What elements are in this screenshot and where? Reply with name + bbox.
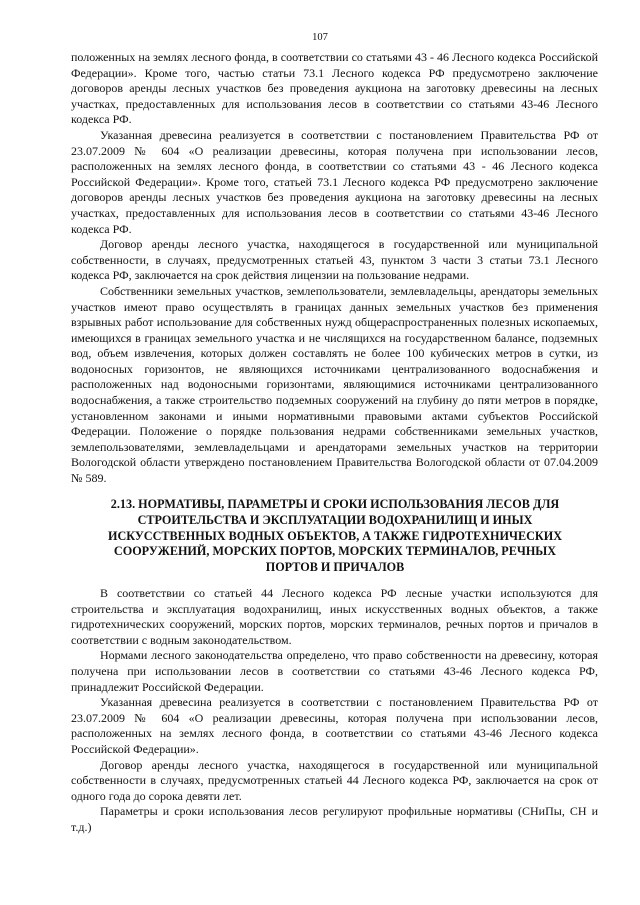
paragraph: Нормами лесного законодательства определено, что право собственности на древесину, которая получена при использовании лесов в соответствии со статьями 43-46 Лесного кодекса РФ, принадлежит Российской Федерации. <box>71 648 598 694</box>
paragraph: Указанная древесина реализуется в соответствии с постановлением Правительства РФ от 23.07.2009 № 604 «О реализации древесины, которая получена при использовании лесов, расположенных на землях лесного фонда, в соответствии со статьями 43-46 Лесного кодекса Российской Федерации». <box>71 695 598 756</box>
paragraph: Параметры и сроки использования лесов регулируют профильные нормативы (СНиПы, СН и т.д.) <box>71 804 598 834</box>
body-text-top <box>71 50 598 487</box>
paragraph: положенных на землях лесного фонда, в соответствии со статьями 43 - 46 Лесного кодекса Российской Федерации». Кроме того, частью статьи 73.1 Лесного кодекса РФ предусмотрено заключение договоров аренды лесных участков без проведения аукциона на заготовку древесины на лесных участках, предоставленных для использования лесов в соответствии со статьями 43-46 Лесного кодекса РФ. <box>71 50 598 127</box>
paragraph: Договор аренды лесного участка, находящегося в государственной или муниципальной собственности, в случаях, предусмотренных статьей 43, пунктом 3 части 3 статьи 73.1 Лесного кодекса РФ, заключается на срок действия лицензии на пользование недрами. <box>71 237 598 283</box>
paragraph: Собственники земельных участков, землепользователи, землевладельцы, арендаторы земельных участков имеют право осуществлять в границах данных земельных участков без применения взрывных работ использование для собственных нужд общераспространенных полезных ископаемых, имеющихся в границах земельного участка и не числящихся на государственном балансе, подземных вод, объем извлечения, которых должен составлять не более 100 кубических метров в сутки, из водоносных горизонтов, не являющихся источниками централизованного водоснабжения и расположенных над водоносными горизонтами, являющимися источниками централизованного водоснабжения, а также строительство подземных сооружений на глубину до пяти метров в порядке, установленном законами и иными нормативными правовыми актами субъектов Российской Федерации. Положение о порядке пользования недрами собственниками земельных участков, землепользователями, землевладельцами и арендаторами земельных участков на территории Вологодской области утверждено постановлением Правительства Вологодской области от 07.04.2009 № 589. <box>71 283 598 486</box>
paragraph: Указанная древесина реализуется в соответствии с постановлением Правительства РФ от 23.07.2009 № 604 «О реализации древесины, которая получена при использовании лесов, расположенных на землях лесного фонда, в соответствии со статьями 43 - 46 Лесного кодекса Российской Федерации». Кроме того, статьей 73.1 Лесного кодекса РФ предусмотрено заключение договоров аренды лесных участков без проведения аукциона на заготовку древесины на лесных участках, предоставленных для использования лесов в соответствии со статьями 43-46 Лесного кодекса РФ. <box>71 127 598 236</box>
body-text-bottom <box>71 586 598 836</box>
page-number: 107 <box>312 32 328 43</box>
paragraph: Договор аренды лесного участка, находящегося в государственной или муниципальной собственности в случаях, предусмотренных статьей 44 Лесного кодекса РФ, заключается на срок от одного года до сорока девяти лет. <box>71 757 598 803</box>
section-heading: 2.13. НОРМАТИВЫ, ПАРАМЕТРЫ И СРОКИ ИСПОЛЬЗОВАНИЯ ЛЕСОВ ДЛЯ СТРОИТЕЛЬСТВА И ЭКСПЛУАТАЦИИ ВОДОХРАНИЛИЩ И ИНЫХ ИСКУССТВЕННЫХ ВОДНЫХ ОБЪЕКТОВ, А ТАКЖЕ ГИДРОТЕХНИЧЕСКИХ СООРУЖЕНИЙ, МОРСКИХ ПОРТОВ, МОРСКИХ ТЕРМИНАЛОВ, РЕЧНЫХ ПОРТОВ И ПРИЧАЛОВ <box>107 497 563 575</box>
paragraph: В соответствии со статьей 44 Лесного кодекса РФ лесные участки используются для строительства и эксплуатация водохранилищ, иных искусственных водных объектов, а также гидротехнических сооружений, морских портов, морских терминалов, речных портов и причалов в соответствии с водным законодательством. <box>71 586 598 647</box>
